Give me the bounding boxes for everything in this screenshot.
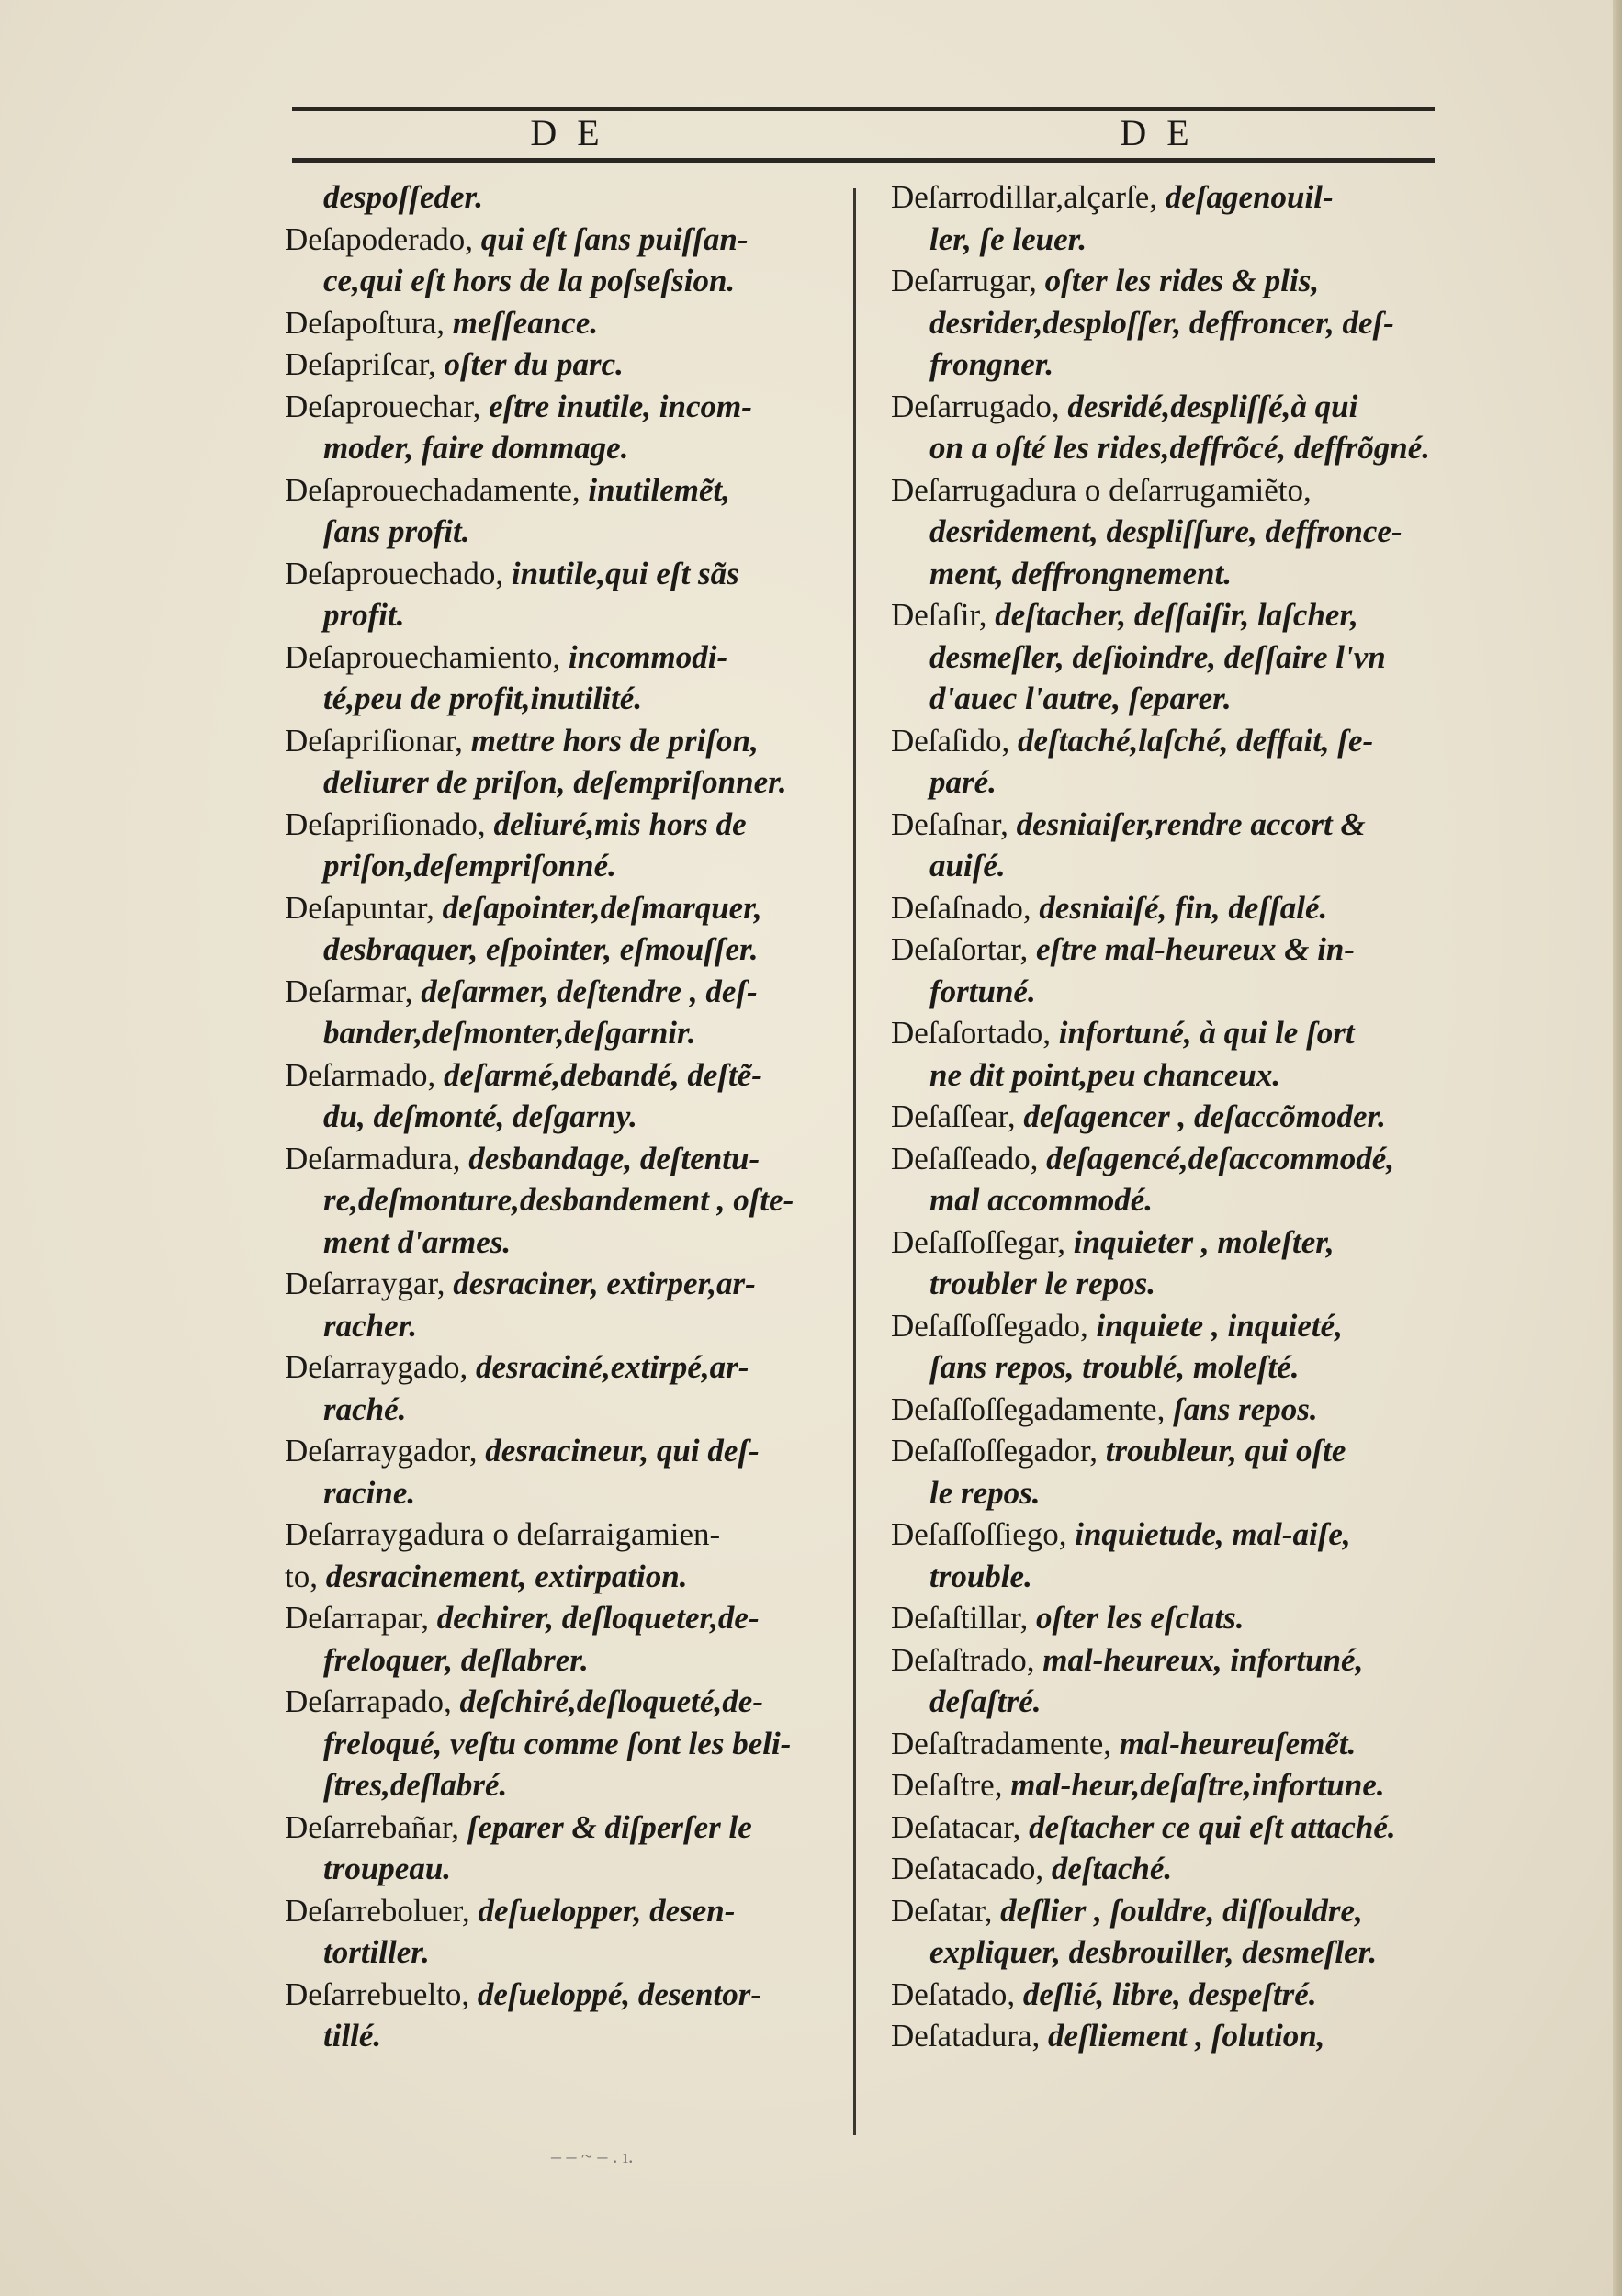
definition-continuation: bander,deſmonter,deſgarnir. (323, 1015, 696, 1051)
dictionary-entry (285, 971, 838, 1054)
definition: desniaiſer,rendre accort & (1016, 805, 1366, 842)
headword: Deſaprouechar, (285, 388, 481, 424)
definition: inquietude, mal-aiſe, (1075, 1516, 1351, 1552)
definition: ment, deffrongnement. (929, 555, 1232, 591)
dictionary-entry (285, 1556, 838, 1598)
dictionary-entry (285, 1514, 838, 1556)
page-edge (1613, 0, 1622, 2296)
definition: eſtre mal-heureux & in- (1035, 931, 1356, 967)
definition-continuation: du, deſmonté, deſgarny. (323, 1098, 637, 1134)
definition-continuation: tillé. (323, 2018, 382, 2054)
dictionary-entry (891, 678, 1446, 720)
headword: Deſatar, (891, 1892, 993, 1929)
dictionary-entry (285, 219, 838, 302)
definition-continuation: deſaſtré. (929, 1683, 1042, 1719)
definition: incommodi- (569, 638, 728, 675)
definition: desraciné,extirpé,ar- (475, 1349, 749, 1385)
dictionary-entry (285, 302, 838, 344)
definition-continuation: trouble. (929, 1558, 1032, 1594)
definition-continuation: expliquer, desbrouiller, desmeſler. (929, 1934, 1378, 1970)
definition: deſagenouil- (1165, 179, 1334, 215)
column-divider (853, 188, 856, 2135)
definition: frongner. (929, 346, 1054, 382)
dictionary-entry (285, 887, 838, 971)
dictionary-entry (891, 1597, 1446, 1639)
dictionary-entry (285, 720, 838, 804)
headword: Deſapoſtura, (285, 304, 445, 341)
dictionary-entry (285, 1054, 838, 1138)
dictionary-entry (891, 887, 1446, 929)
definition: deliuré,mis hors de (493, 805, 747, 842)
definition: troubleur, qui oſte (1105, 1433, 1346, 1469)
definition: despoſſeder. (323, 179, 483, 215)
headword: to, (285, 1558, 318, 1594)
headword: Deſaſir, (891, 597, 987, 633)
definition-continuation: ſans repos, troublé, moleſté. (929, 1349, 1300, 1385)
dictionary-entry (285, 469, 838, 553)
dictionary-entry (891, 929, 1446, 1012)
definition: deſtaché. (1051, 1851, 1173, 1886)
dictionary-entry (891, 1012, 1446, 1096)
headword: Deſaſſoſſegadamente, (891, 1390, 1166, 1427)
dictionary-entry (891, 386, 1446, 469)
headword: Deſatado, (891, 1975, 1016, 2012)
headword: Deſaſortado, (891, 1015, 1051, 1051)
definition: deſliement , ſolution, (1048, 2018, 1325, 2054)
headword: Deſatacado, (891, 1851, 1044, 1886)
dictionary-entry (891, 553, 1446, 595)
definition: dechirer, deſloqueter,de- (436, 1600, 760, 1636)
dictionary-entry (891, 1723, 1446, 1765)
definition: desracineur, qui deſ- (485, 1433, 760, 1469)
definition: mal-heur,deſaſtre,infortune. (1010, 1767, 1385, 1803)
dictionary-entry (285, 1974, 838, 2057)
definition: deſagencé,deſaccommodé, (1046, 1140, 1395, 1176)
definition: mal-heureux, infortuné, (1042, 1641, 1364, 1678)
dictionary-entry (891, 260, 1446, 343)
dictionary-entry (285, 1597, 838, 1681)
dictionary-entry (285, 386, 838, 469)
headword: Deſarrugado, (891, 388, 1060, 424)
definition-continuation: le repos. (929, 1474, 1041, 1511)
headword: Deſaſſoſſegador, (891, 1433, 1098, 1469)
definition: desraciner, extirper,ar- (453, 1266, 756, 1301)
definition: qui eſt ſans puiſſan- (480, 220, 749, 257)
dictionary-entry (285, 1806, 838, 1890)
dictionary-entry (285, 1221, 838, 1264)
definition-continuation: freloquer, deſlabrer. (323, 1641, 589, 1678)
headword: Deſapriſcar, (285, 346, 436, 382)
dictionary-entry (285, 1764, 838, 1806)
headword: Deſarraygado, (285, 1349, 468, 1385)
dictionary-entry (285, 1263, 838, 1346)
headword: Deſaſſoſſiego, (891, 1516, 1067, 1552)
definition: meſſeance. (452, 304, 599, 341)
definition-continuation: tortiller. (323, 1934, 430, 1970)
definition: d'auec l'autre, ſeparer. (929, 681, 1232, 716)
definition-continuation: ler, ſe leuer. (929, 220, 1087, 257)
headword: Deſaſnar, (891, 805, 1008, 842)
definition-continuation: fortuné. (929, 973, 1036, 1009)
definition-continuation: racher. (323, 1307, 418, 1344)
definition-continuation: raché. (323, 1390, 407, 1427)
headword: Deſaprouechado, (285, 555, 504, 591)
headword: Deſarmar, (285, 973, 413, 1009)
headword: Deſarrugadura o deſarrugamiẽto, (891, 471, 1312, 508)
dictionary-entry (891, 1514, 1446, 1597)
headword: Deſarmado, (285, 1056, 436, 1093)
definition-continuation: desrider,desploſſer, deffroncer, deſ- (929, 304, 1394, 341)
dictionary-entry (891, 1096, 1446, 1138)
definition: oſter les eſclats. (1035, 1600, 1245, 1636)
headword: Deſaſtrado, (891, 1641, 1035, 1678)
definition-continuation: troubler le repos. (929, 1266, 1155, 1301)
definition: ſeparer & diſperſer le (467, 1808, 752, 1845)
dictionary-entry (891, 1764, 1446, 1806)
definition-continuation: priſon,deſempriſonné. (323, 848, 616, 884)
definition: deſarmé,debandé, deſtẽ- (443, 1056, 762, 1093)
dictionary-entry (285, 1890, 838, 1974)
headword: Deſarreboluer, (285, 1892, 470, 1929)
headword: Deſapoderado, (285, 220, 474, 257)
definition-continuation: desmeſler, deſioindre, deſſaire l'vn (929, 638, 1386, 675)
definition: oſter du parc. (444, 346, 624, 382)
dictionary-entry (891, 1305, 1446, 1389)
definition: deſagencer , deſaccõmoder. (1023, 1098, 1386, 1134)
dictionary-entry (891, 2015, 1446, 2057)
definition: oſter les rides & plis, (1044, 263, 1320, 298)
dictionary-entry (891, 1430, 1446, 1514)
definition: deſapointer,deſmarquer, (442, 889, 762, 926)
dictionary-entry (285, 804, 838, 887)
definition: deſuelopper, desen- (478, 1892, 736, 1929)
definition-continuation: racine. (323, 1474, 416, 1511)
headword: Deſarrapar, (285, 1600, 429, 1636)
dictionary-entry (891, 1806, 1446, 1849)
header-bottom-rule (292, 158, 1435, 163)
headword: Deſapuntar, (285, 889, 434, 926)
dictionary-entry (891, 1639, 1446, 1723)
definition-continuation: mal accommodé. (929, 1182, 1154, 1218)
definition-continuation: desbraquer, eſpointer, eſmouſſer. (323, 931, 759, 967)
definition-continuation: troupeau. (323, 1851, 452, 1886)
dictionary-entry (285, 1430, 838, 1514)
definition: deſtacher ce qui eſt attaché. (1029, 1808, 1396, 1845)
definition: deſlié, libre, despeſtré. (1022, 1975, 1317, 2012)
definition: mettre hors de priſon, (470, 722, 759, 759)
headword: Deſaprouechamiento, (285, 638, 561, 675)
definition-continuation: ſans profit. (323, 513, 470, 549)
dictionary-entry (285, 636, 838, 720)
headword: Deſaſtre, (891, 1767, 1003, 1803)
headword: Deſarrugar, (891, 263, 1037, 298)
definition: deſchiré,deſloqueté,de- (459, 1683, 763, 1719)
headword: Deſarrebañar, (285, 1808, 459, 1845)
definition-continuation: paré. (929, 764, 997, 800)
footer-mark: – – ~ – . ı. (551, 2144, 634, 2167)
definition: desridement, despliſſure, deffronce- (929, 513, 1402, 549)
definition-continuation: re,deſmonture,desbandement , oſte- (323, 1182, 794, 1218)
headword: Deſarrapado, (285, 1683, 452, 1719)
dictionary-entry (891, 1848, 1446, 1890)
headword: Deſaſſoſſegar, (891, 1223, 1066, 1260)
headword: Deſapriſionar, (285, 722, 463, 759)
definition: inquieter , moleſter, (1073, 1223, 1335, 1260)
dictionary-entry (891, 469, 1446, 512)
left-running-header: D E (530, 112, 605, 153)
definition: inutile,qui eſt sãs (511, 555, 739, 591)
headword: Deſaſſear, (891, 1098, 1016, 1134)
definition-continuation: deliurer de priſon, deſempriſonner. (323, 764, 787, 800)
dictionary-entry (285, 553, 838, 636)
dictionary-entry (285, 1681, 838, 1764)
headword: Deſaſido, (891, 722, 1010, 759)
definition: infortuné, à qui le ſort (1058, 1015, 1355, 1051)
headword: Deſatadura, (891, 2018, 1041, 2054)
headword: Deſarmadura, (285, 1140, 461, 1176)
definition-continuation: on a oſté les rides,deffrõcé, deffrõgné. (929, 430, 1430, 466)
dictionary-entry (285, 1346, 838, 1430)
headword: Deſarrebuelto, (285, 1975, 470, 2012)
headword: Deſapriſionado, (285, 805, 486, 842)
definition: desbandage, deſtentu- (468, 1140, 760, 1176)
left-column (285, 176, 838, 2057)
definition: desridé,despliſſé,à qui (1067, 388, 1358, 424)
definition: ſtres,deſlabré. (323, 1767, 508, 1803)
dictionary-entry (891, 720, 1446, 804)
definition: inquiete , inquieté, (1096, 1307, 1343, 1344)
definition: desracinement, extirpation. (325, 1558, 688, 1594)
headword: Deſarraygar, (285, 1266, 445, 1301)
definition-continuation: moder, faire dommage. (323, 430, 629, 466)
dictionary-entry (891, 343, 1446, 386)
dictionary-entry (891, 511, 1446, 553)
dictionary-entry (891, 1221, 1446, 1305)
definition: desniaiſé, fin, deſſalé. (1039, 889, 1328, 926)
dictionary-entry (891, 1389, 1446, 1431)
dictionary-entry (285, 1138, 838, 1221)
dictionary-entry (891, 1890, 1446, 1974)
dictionary-entry (285, 343, 838, 386)
definition-continuation: auiſé. (929, 848, 1006, 884)
right-column (891, 176, 1446, 2057)
definition: deſtacher, deſſaiſir, laſcher, (995, 597, 1358, 633)
definition: deſarmer, deſtendre , deſ- (421, 973, 758, 1009)
definition-continuation: ne dit point,peu chanceux. (929, 1056, 1281, 1093)
definition: ſans repos. (1173, 1390, 1318, 1427)
headword: Deſarraygadura o deſarraigamien- (285, 1516, 721, 1552)
dictionary-entry (891, 594, 1446, 678)
definition-continuation: té,peu de profit,inutilité. (323, 681, 643, 716)
headword: Deſaſtillar, (891, 1600, 1029, 1636)
definition-continuation: ce,qui eſt hors de la poſseſsion. (323, 263, 736, 298)
headword: Deſarraygador, (285, 1433, 478, 1469)
definition: deſlier , ſouldre, diſſouldre, (1000, 1892, 1363, 1929)
definition: inutilemẽt, (588, 471, 730, 508)
right-running-header: D E (1120, 112, 1195, 153)
headword: Deſaprouechadamente, (285, 471, 580, 508)
headword: Deſatacar, (891, 1808, 1021, 1845)
headword: Deſaſſeado, (891, 1140, 1039, 1176)
definition: ment d'armes. (323, 1223, 512, 1260)
headword: Deſarrodillar,alçarſe, (891, 179, 1158, 215)
headword: Deſaſſoſſegado, (891, 1307, 1088, 1344)
definition: deſtaché,laſché, deffait, ſe- (1018, 722, 1374, 759)
dictionary-entry (285, 176, 838, 219)
dictionary-entry (891, 176, 1446, 260)
dictionary-entry (891, 804, 1446, 887)
dictionary-entry (891, 1974, 1446, 2016)
headword: Deſaſnado, (891, 889, 1031, 926)
headword: Deſaſtradamente, (891, 1725, 1112, 1761)
definition: mal-heureuſemẽt. (1119, 1725, 1357, 1761)
headword: Deſaſortar, (891, 931, 1029, 967)
definition-continuation: freloqué, veſtu comme ſont les beli- (323, 1725, 792, 1761)
definition: deſueloppé, desentor- (477, 1975, 762, 2012)
dictionary-entry (891, 1138, 1446, 1221)
definition-continuation: profit. (323, 597, 405, 633)
definition: eſtre inutile, incom- (489, 388, 752, 424)
